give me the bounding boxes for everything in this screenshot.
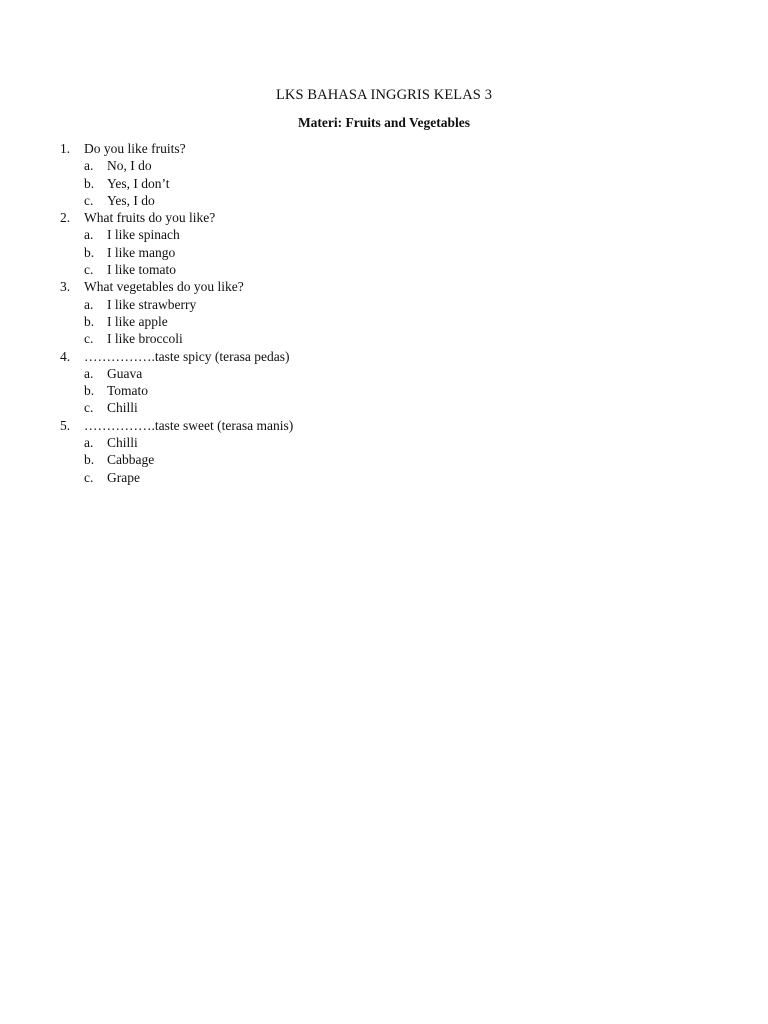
question-list [60,140,660,486]
option-letter: c. [84,469,94,485]
option-text: Tomato [107,383,149,399]
question-5-option-a [60,434,660,451]
option-text: I like spinach [107,227,180,243]
option-letter: c. [84,331,94,347]
option-letter: c. [84,262,94,278]
option-text: I like strawberry [107,296,197,312]
option-text: I like broccoli [107,331,183,347]
question-3 [60,278,660,295]
option-letter: b. [84,313,95,329]
question-number: 4. [60,348,71,364]
question-1-option-b [60,175,660,192]
option-text: Grape [107,469,140,485]
question-number: 3. [60,279,71,295]
question-text: What fruits do you like? [84,210,216,226]
option-text: Guava [107,365,143,381]
option-letter: c. [84,192,94,208]
option-text: I like tomato [107,262,176,278]
option-letter: a. [84,158,94,174]
option-letter: c. [84,400,94,416]
option-text: I like apple [107,313,168,329]
question-1-option-c [60,192,660,209]
option-letter: b. [84,383,95,399]
question-3-option-a [60,296,660,313]
question-text: …………….taste spicy (terasa pedas) [84,348,290,364]
document-subtitle: Materi: Fruits and Vegetables [297,115,471,130]
question-number: 5. [60,417,71,433]
question-4-option-a [60,365,660,382]
question-number: 1. [60,141,71,156]
option-letter: b. [84,244,95,260]
question-3-option-c [60,330,660,347]
question-5 [60,417,660,434]
option-letter: a. [84,296,94,312]
question-text: …………….taste sweet (terasa manis) [84,417,294,433]
option-letter: a. [84,365,94,381]
question-text: What vegetables do you like? [84,279,244,295]
question-4 [60,348,660,365]
option-text: Chilli [107,400,138,416]
question-number: 2. [60,210,71,226]
option-text: Cabbage [107,452,155,468]
document-title: LKS BAHASA INGGRIS KELAS 3 [275,87,493,103]
option-text: Yes, I do [107,192,155,208]
question-5-option-b [60,451,660,468]
question-2-option-b [60,244,660,261]
option-text: No, I do [107,158,152,174]
question-2 [60,209,660,226]
option-letter: b. [84,175,95,191]
option-text: Yes, I don’t [107,175,170,191]
question-2-option-c [60,261,660,278]
question-4-option-b [60,382,660,399]
question-3-option-b [60,313,660,330]
option-letter: a. [84,227,94,243]
option-text: I like mango [107,244,176,260]
question-1 [60,140,660,157]
question-2-option-a [60,226,660,243]
question-4-option-c [60,399,660,416]
option-letter: a. [84,435,94,451]
question-1-option-a [60,157,660,174]
option-text: Chilli [107,435,138,451]
question-5-option-c [60,469,660,486]
question-text: Do you like fruits? [84,141,186,156]
option-letter: b. [84,452,95,468]
